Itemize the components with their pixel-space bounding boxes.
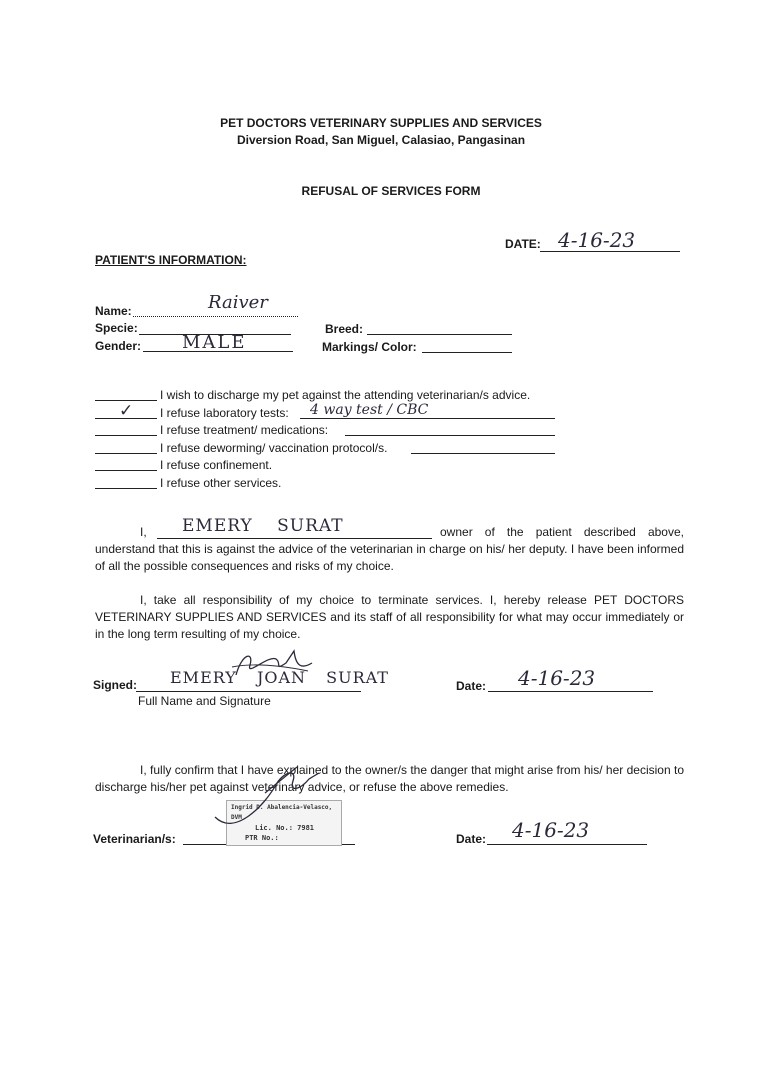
statement3-body: I, fully confirm that I have explained to the owner/s the danger that might arise from his/ her decision to discharge his/her pet against veterinary advice, or refuse the above remedies. (95, 763, 684, 794)
signed-name-value: EMERY JOAN SURAT (170, 668, 389, 687)
signed-date-label: Date: (456, 679, 487, 693)
signed-line (136, 691, 361, 692)
specie-label: Specie: (95, 321, 138, 335)
breed-label: Breed: (325, 322, 364, 336)
gender-label: Gender: (95, 339, 142, 353)
signed-date-value: 4-16-23 (518, 666, 596, 690)
markings-label: Markings/ Color: (322, 340, 417, 354)
option-text: I refuse deworming/ vaccination protocol/s. (160, 440, 388, 455)
patient-section-label: PATIENT'S INFORMATION: (95, 253, 247, 267)
signed-sublabel: Full Name and Signature (138, 694, 271, 708)
option-text: I wish to discharge my pet against the attending veterinarian/s advice. (160, 388, 531, 402)
vet-label: Veterinarian/s: (93, 832, 176, 846)
stamp-license: Lic. No.: 7981 (255, 824, 315, 832)
statement2-body: I, take all responsibility of my choice to terminate services. I, hereby release PET DOCTORS VETERINARY SUPPLIES AND SERVICES and its staff of all responsibility for what may occur immediately or in the long term resulting of my choice. (95, 593, 684, 641)
name-value: Raiver (208, 292, 268, 313)
markings-line (422, 352, 512, 353)
options-list (95, 388, 565, 493)
statement1-prefix: I, (140, 525, 147, 539)
stamp-name: Ingrid D. Abalencia-Velasco, DVM (231, 804, 333, 821)
option-row (95, 400, 565, 424)
option-row (95, 458, 565, 476)
statement1-body: understand that this is against the advice of the veterinarian in charge on his/ her deputy. I have been informed of all the possible consequences and risks of my choice. (95, 542, 684, 573)
name-label: Name: (95, 304, 132, 318)
letterhead (0, 115, 762, 149)
option-text: I refuse confinement. (160, 458, 273, 472)
option-text: I refuse treatment/ medications: (160, 423, 329, 437)
date-label: DATE: (505, 237, 541, 251)
owner-name-value: EMERY SURAT (182, 516, 344, 536)
owner-name-line (157, 538, 432, 539)
statement1-suffix: owner of the patient described above, (440, 525, 684, 539)
company-name: PET DOCTORS VETERINARY SUPPLIES AND SERVICES (220, 116, 542, 130)
option-row (95, 423, 565, 441)
option-detail: 4 way test / CBC (310, 401, 429, 418)
company-address: Diversion Road, San Miguel, Calasiao, Pangasinan (236, 133, 526, 147)
stamp-ptr: PTR No.: (245, 834, 279, 842)
date-value: 4-16-23 (558, 228, 636, 252)
breed-line (367, 334, 512, 335)
form-title: REFUSAL OF SERVICES FORM (301, 184, 481, 198)
option-text: I refuse other services. (160, 475, 282, 490)
vet-date-label: Date: (456, 832, 487, 846)
vet-date-value: 4-16-23 (512, 818, 590, 842)
option-checkmark: ✓ (119, 400, 134, 421)
name-line (133, 316, 298, 317)
option-row (95, 476, 565, 494)
option-text: I refuse laboratory tests: (160, 405, 289, 420)
vet-signature (205, 765, 345, 835)
signed-date-line (488, 691, 653, 692)
gender-value: MALE (182, 332, 247, 353)
vet-date-line (487, 844, 647, 845)
option-row (95, 441, 565, 459)
signed-label: Signed: (93, 678, 137, 692)
